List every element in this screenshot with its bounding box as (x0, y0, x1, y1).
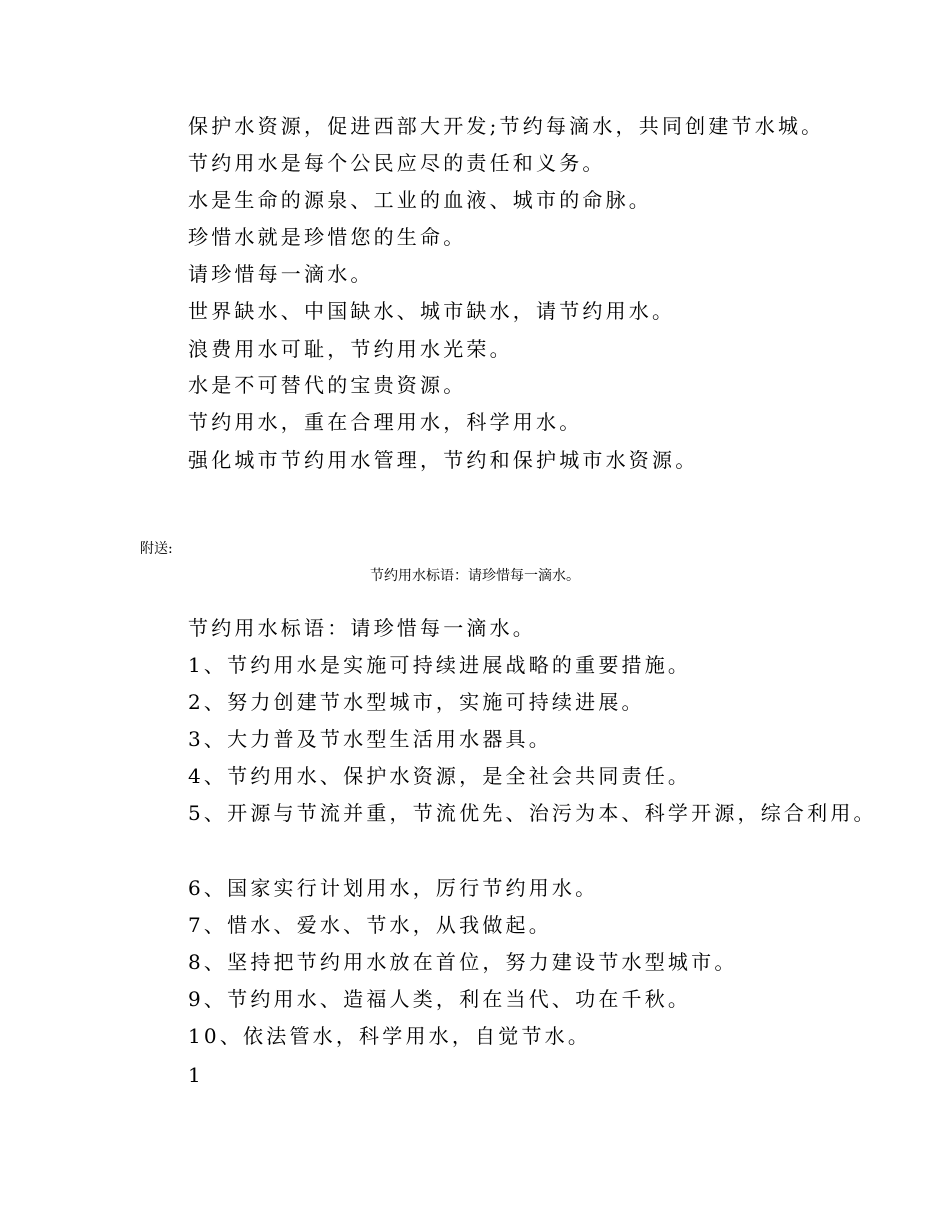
slogan-line: 水是不可替代的宝贵资源。 (188, 373, 467, 397)
slogan-line: 节约用水是每个公民应尽的责任和义务。 (188, 151, 606, 175)
numbered-slogan: 7、惜水、爱水、节水，从我做起。 (188, 913, 552, 937)
appendix-subtitle: 节约用水标语：请珍惜每一滴水。 (370, 568, 580, 584)
slogan-line: 保护水资源，促进西部大开发;节约每滴水，共同创建节水城。 (188, 114, 825, 138)
slogan-line: 浪费用水可耻，节约用水光荣。 (188, 337, 513, 361)
appendix-heading: 节约用水标语：请珍惜每一滴水。 (188, 616, 536, 640)
numbered-slogan: 3、大力普及节水型生活用水器具。 (188, 727, 552, 751)
numbered-slogan: 2、努力创建节水型城市，实施可持续进展。 (188, 690, 645, 714)
slogan-line: 世界缺水、中国缺水、城市缺水，请节约用水。 (188, 299, 676, 323)
numbered-slogan: 4、节约用水、保护水资源，是全社会共同责任。 (188, 764, 692, 788)
numbered-slogan: 5、开源与节流并重，节流优先、治污为本、科学开源，综合利用。 (188, 801, 877, 825)
numbered-slogan: 8、坚持把节约用水放在首位，努力建设节水型城市。 (188, 950, 738, 974)
numbered-slogan: 10、依法管水，科学用水，自觉节水。 (188, 1024, 592, 1048)
slogan-line: 强化城市节约用水管理，节约和保护城市水资源。 (188, 448, 699, 472)
slogan-line: 请珍惜每一滴水。 (188, 262, 374, 286)
page-number: 1 (188, 1063, 204, 1087)
numbered-slogan: 1、节约用水是实施可持续进展战略的重要措施。 (188, 653, 692, 677)
slogan-line: 节约用水，重在合理用水，科学用水。 (188, 410, 583, 434)
slogan-line: 珍惜水就是珍惜您的生命。 (188, 225, 467, 249)
numbered-slogan: 6、国家实行计划用水，厉行节约用水。 (188, 876, 599, 900)
slogan-line: 水是生命的源泉、工业的血液、城市的命脉。 (188, 188, 652, 212)
numbered-slogan: 9、节约用水、造福人类，利在当代、功在千秋。 (188, 987, 692, 1011)
appendix-label: 附送: (140, 541, 173, 557)
